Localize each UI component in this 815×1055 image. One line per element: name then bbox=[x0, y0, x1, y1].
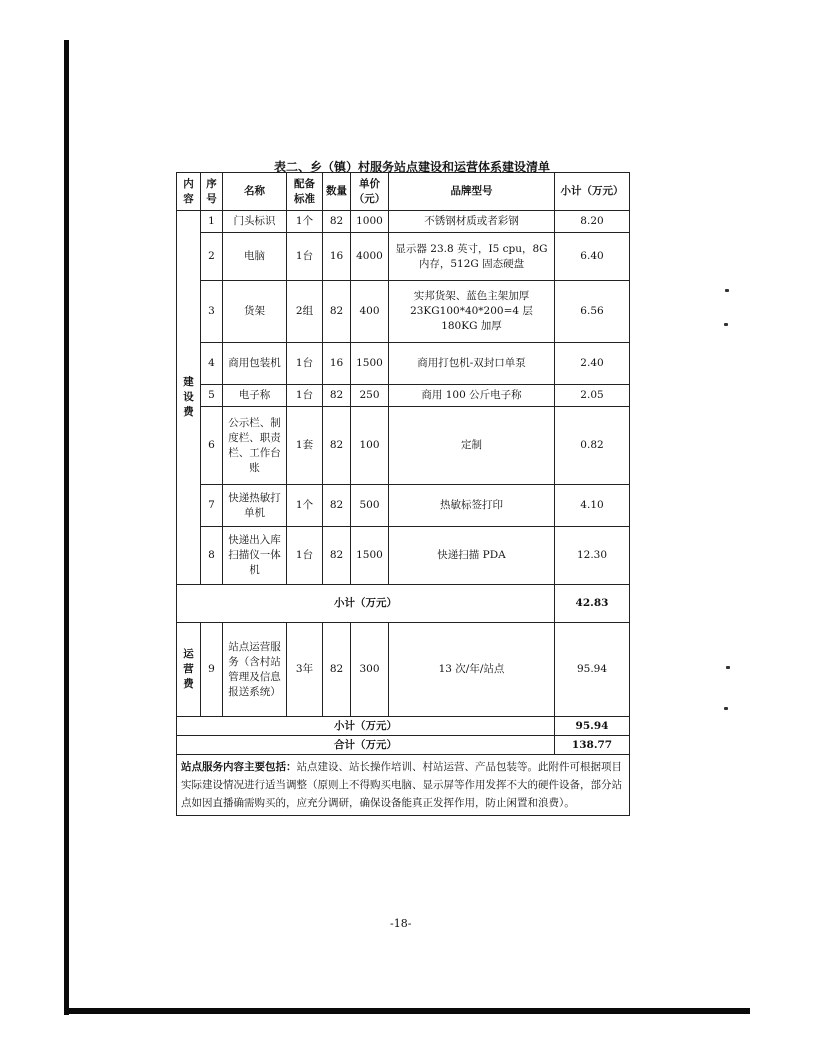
row-no: 3 bbox=[201, 281, 223, 343]
construction-category: 建设费 bbox=[177, 211, 201, 585]
row-qty: 82 bbox=[323, 281, 351, 343]
scan-left-border bbox=[64, 40, 69, 1015]
header-brand: 品牌型号 bbox=[389, 173, 555, 211]
row-price: 400 bbox=[351, 281, 389, 343]
construction-subtotal-row bbox=[177, 585, 630, 623]
total-row bbox=[177, 736, 630, 755]
row-standard: 1台 bbox=[287, 385, 323, 407]
note-lead: 站点服务内容主要包括： bbox=[181, 761, 297, 773]
row-qty: 82 bbox=[323, 527, 351, 585]
row-brand: 实邦货架、蓝色主架加厚 23KG100*40*200=4 层 180KG 加厚 bbox=[389, 281, 555, 343]
row-name: 电脑 bbox=[223, 233, 287, 281]
row-price: 500 bbox=[351, 485, 389, 527]
row-price: 250 bbox=[351, 385, 389, 407]
row-standard: 1个 bbox=[287, 211, 323, 233]
table-row bbox=[177, 485, 630, 527]
row-standard: 1台 bbox=[287, 343, 323, 385]
row-name: 门头标识 bbox=[223, 211, 287, 233]
table-row bbox=[177, 385, 630, 407]
row-standard: 1个 bbox=[287, 485, 323, 527]
table-title: 表二、乡（镇）村服务站点建设和运营体系建设清单 bbox=[273, 160, 550, 174]
total-label: 合计（万元） bbox=[177, 736, 555, 755]
row-brand: 商用打包机-双封口单泵 bbox=[389, 343, 555, 385]
row-brand: 商用 100 公斤电子称 bbox=[389, 385, 555, 407]
construction-subtotal-label: 小计（万元） bbox=[177, 585, 555, 623]
construction-subtotal-value: 42.83 bbox=[555, 585, 630, 623]
row-brand: 快递扫描 PDA bbox=[389, 527, 555, 585]
header-standard: 配备标准 bbox=[287, 173, 323, 211]
row-no: 4 bbox=[201, 343, 223, 385]
row-standard: 1台 bbox=[287, 233, 323, 281]
row-price: 1500 bbox=[351, 527, 389, 585]
row-qty: 82 bbox=[323, 385, 351, 407]
table-row bbox=[177, 623, 630, 717]
row-brand: 热敏标签打印 bbox=[389, 485, 555, 527]
row-subtotal: 6.56 bbox=[555, 281, 630, 343]
row-standard: 1套 bbox=[287, 407, 323, 485]
row-qty: 82 bbox=[323, 211, 351, 233]
row-no: 9 bbox=[201, 623, 223, 717]
row-brand: 定制 bbox=[389, 407, 555, 485]
row-name: 商用包装机 bbox=[223, 343, 287, 385]
operation-subtotal-label: 小计（万元） bbox=[177, 717, 555, 736]
header-no: 序号 bbox=[201, 173, 223, 211]
row-name: 快递出入库扫描仪一体机 bbox=[223, 527, 287, 585]
row-no: 1 bbox=[201, 211, 223, 233]
row-no: 8 bbox=[201, 527, 223, 585]
row-name: 快递热敏打单机 bbox=[223, 485, 287, 527]
row-brand: 显示器 23.8 英寸，I5 cpu，8G 内存，512G 固态硬盘 bbox=[389, 233, 555, 281]
row-standard: 1台 bbox=[287, 527, 323, 585]
row-subtotal: 8.20 bbox=[555, 211, 630, 233]
row-standard: 2组 bbox=[287, 281, 323, 343]
row-brand: 不锈钢材质或者彩钢 bbox=[389, 211, 555, 233]
row-price: 1000 bbox=[351, 211, 389, 233]
row-subtotal: 95.94 bbox=[555, 623, 630, 717]
operation-subtotal-row bbox=[177, 717, 630, 736]
row-subtotal: 2.05 bbox=[555, 385, 630, 407]
construction-list-table bbox=[176, 172, 630, 816]
row-name: 站点运营服务（含村站管理及信息报送系统） bbox=[223, 623, 287, 717]
row-price: 1500 bbox=[351, 343, 389, 385]
total-value: 138.77 bbox=[555, 736, 630, 755]
table-row bbox=[177, 527, 630, 585]
table-row bbox=[177, 211, 630, 233]
row-subtotal: 4.10 bbox=[555, 485, 630, 527]
row-name: 电子称 bbox=[223, 385, 287, 407]
table-row bbox=[177, 407, 630, 485]
operation-category: 运营费 bbox=[177, 623, 201, 717]
row-no: 6 bbox=[201, 407, 223, 485]
scan-speck bbox=[724, 707, 728, 710]
row-price: 100 bbox=[351, 407, 389, 485]
row-qty: 82 bbox=[323, 623, 351, 717]
note-cell bbox=[177, 755, 630, 816]
header-qty: 数量 bbox=[323, 173, 351, 211]
table-row bbox=[177, 281, 630, 343]
row-subtotal: 2.40 bbox=[555, 343, 630, 385]
row-qty: 16 bbox=[323, 343, 351, 385]
header-name: 名称 bbox=[223, 173, 287, 211]
row-price: 4000 bbox=[351, 233, 389, 281]
row-brand: 13 次/年/站点 bbox=[389, 623, 555, 717]
header-row bbox=[177, 173, 630, 211]
scan-speck bbox=[725, 289, 729, 292]
header-subtotal: 小计（万元） bbox=[555, 173, 630, 211]
row-qty: 82 bbox=[323, 407, 351, 485]
page-number: -18- bbox=[390, 917, 412, 930]
table-row bbox=[177, 343, 630, 385]
scan-bottom-border bbox=[64, 1008, 750, 1014]
operation-subtotal-value: 95.94 bbox=[555, 717, 630, 736]
row-name: 公示栏、制度栏、职责栏、工作台账 bbox=[223, 407, 287, 485]
header-category: 内容 bbox=[177, 173, 201, 211]
note-body: 站点建设、站长操作培训、村站运营、产品包装等。此附件可根据项目实际建设情况进行适当调整（原则上不得购买电脑、显示屏等作用发挥不大的硬件设备，部分站点如因直播确需购买的，应充分调研，确保设备能真正发挥作用，防止闲置和浪费）。 bbox=[181, 761, 622, 809]
row-subtotal: 0.82 bbox=[555, 407, 630, 485]
scan-speck bbox=[724, 323, 728, 326]
table-row bbox=[177, 233, 630, 281]
row-price: 300 bbox=[351, 623, 389, 717]
row-qty: 82 bbox=[323, 485, 351, 527]
row-name: 货架 bbox=[223, 281, 287, 343]
row-no: 5 bbox=[201, 385, 223, 407]
row-standard: 3年 bbox=[287, 623, 323, 717]
row-qty: 16 bbox=[323, 233, 351, 281]
note-row bbox=[177, 755, 630, 816]
row-no: 7 bbox=[201, 485, 223, 527]
row-no: 2 bbox=[201, 233, 223, 281]
row-subtotal: 6.40 bbox=[555, 233, 630, 281]
row-subtotal: 12.30 bbox=[555, 527, 630, 585]
scan-speck bbox=[726, 666, 730, 669]
header-unit-price: 单价（元） bbox=[351, 173, 389, 211]
